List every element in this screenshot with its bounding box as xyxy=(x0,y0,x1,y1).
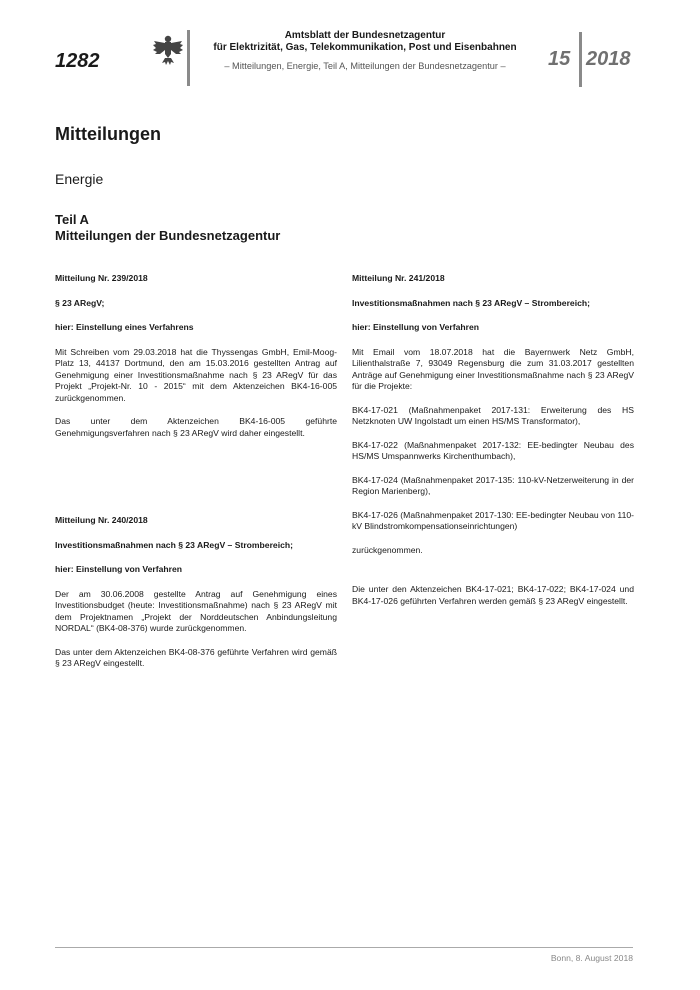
journal-header xyxy=(195,30,535,71)
notice-law: Investitionsmaßnahmen nach § 23 ARegV – Strombereich; xyxy=(55,539,293,550)
journal-subtitle: – Mitteilungen, Energie, Teil A, Mitteilungen der Bundesnetzagentur – xyxy=(224,61,506,71)
journal-title-line1: Amtsblatt der Bundesnetzagentur xyxy=(284,30,446,41)
page-number: 1282 xyxy=(55,50,100,72)
page-title: Mitteilungen xyxy=(55,124,161,144)
federal-eagle-icon xyxy=(150,32,186,68)
project-item: BK4-17-021 (Maßnahmenpaket 2017-131: Erweiterung des HS Netzknoten UW Ingolstadt um einen HS/MS Transformator), xyxy=(352,404,634,426)
notice-paragraph: Mit Schreiben vom 29.03.2018 hat die Thyssengas GmbH, Emil-Moog-Platz 13, 44137 Dortmund, den am 15.03.2016 gestellten Antrag auf Genehmigung einer Investitionsmaßnahme nach § 23 ARegV für das Projekt „Projekt-Nr. 10 - 2015“ mit dem Aktenzeichen BK4-16-005 zurückgenommen. xyxy=(55,346,337,403)
footer-place-date: Bonn, 8. August 2018 xyxy=(550,953,633,963)
notice-paragraph: Die unter den Aktenzeichen BK4-17-021; BK4-17-022; BK4-17-024 und BK4-17-026 geführten Verfahren werden gemäß § 23 ARegV eingestellt. xyxy=(352,584,634,606)
notice-number: Mitteilung Nr. 239/2018 xyxy=(55,273,148,283)
part-title: Mitteilungen der Bundesnetzagentur xyxy=(55,228,281,243)
notice-paragraph: zurückgenommen. xyxy=(352,544,423,555)
notice-subject: hier: Einstellung von Verfahren xyxy=(352,322,480,332)
notice-239 xyxy=(55,273,337,451)
notice-law: § 23 ARegV; xyxy=(55,297,105,308)
notice-paragraph: Das unter dem Aktenzeichen BK4-16-005 geführte Genehmigungsverfahren nach § 23 ARegV wird daher eingestellt. xyxy=(55,416,337,438)
footer-divider xyxy=(55,947,633,948)
notice-paragraph: Mit Email vom 18.07.2018 hat die Bayernwerk Netz GmbH, Lilienthalstraße 7, 93049 Regensburg die zum 31.03.2017 gestellten Anträge auf Genehmigung einer Investitionsmaßnahme nach § 23 ARegV für die Projekte: xyxy=(352,346,634,391)
project-item: BK4-17-022 (Maßnahmenpaket 2017-132: EE-bedingter Neubau des HS/MS Umspannwerks Kirchenthumbach), xyxy=(352,439,634,461)
journal-title-line2: für Elektrizität, Gas, Telekommunikation, Post und Eisenbahnen xyxy=(213,42,517,53)
project-item: BK4-17-024 (Maßnahmenpaket 2017-135: 110-kV-Netzerweiterung in der Region Marienberg), xyxy=(352,474,634,496)
section-title: Energie xyxy=(55,171,104,187)
notice-number: Mitteilung Nr. 241/2018 xyxy=(352,273,445,283)
header-divider xyxy=(187,30,190,86)
notice-paragraph: Der am 30.06.2008 gestellte Antrag auf Genehmigung eines Investitionsbudget (heute: Investitionsmaßnahme) nach § 23 ARegV mit dem Projektnamen „Projekt der Norddeutschen Anbindungsleitung NORDAL“ (BK4-08-376) wurde zurückgenommen. xyxy=(55,588,337,633)
issue-divider xyxy=(579,32,582,87)
project-item: BK4-17-026 (Maßnahmenpaket 2017-130: EE-bedingter Neubau von 110-kV Blindstromkompensationseinrichtungen) xyxy=(352,509,634,531)
notice-240 xyxy=(55,515,337,682)
notice-law: Investitionsmaßnahmen nach § 23 ARegV – Strombereich; xyxy=(352,297,590,308)
notice-241 xyxy=(352,273,634,619)
notice-subject: hier: Einstellung von Verfahren xyxy=(55,564,183,574)
part-heading xyxy=(55,212,280,244)
notice-subject: hier: Einstellung eines Verfahrens xyxy=(55,322,194,332)
issue-year: 2018 xyxy=(586,48,631,70)
issue-number: 15 xyxy=(548,48,571,70)
notice-number: Mitteilung Nr. 240/2018 xyxy=(55,515,148,525)
part-label: Teil A xyxy=(55,212,89,227)
notice-paragraph: Das unter dem Aktenzeichen BK4-08-376 geführte Verfahren wird gemäß § 23 ARegV eingestellt. xyxy=(55,646,337,668)
